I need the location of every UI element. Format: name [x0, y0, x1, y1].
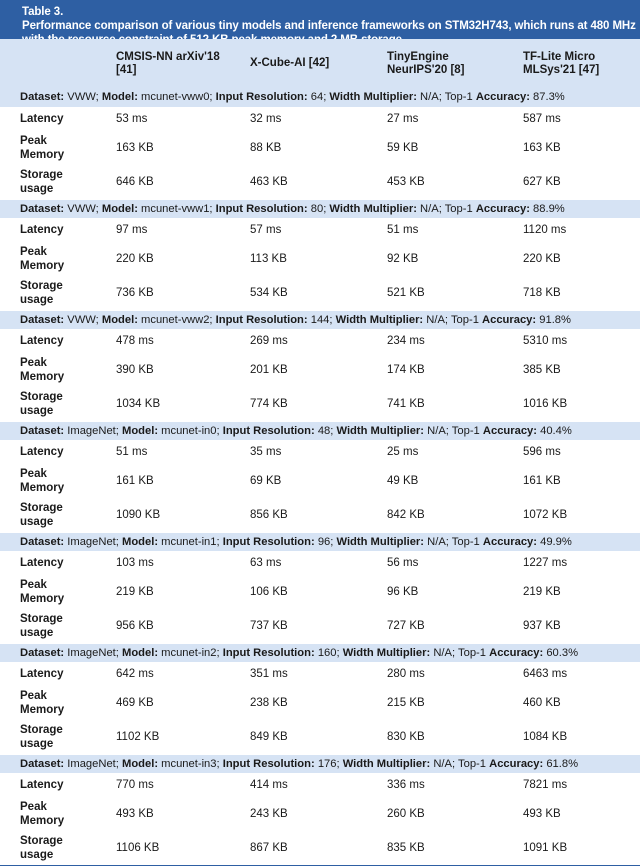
peak-memory-cell: 163 KB — [523, 130, 640, 165]
peak-memory-cell: 106 KB — [250, 574, 387, 609]
storage-row — [0, 498, 640, 532]
group-description: Dataset: VWW; Model: mcunet-vww2; Input Resolution: 144; Width Multiplier: N/A; Top-1 Accuracy: 91.8% — [0, 310, 640, 329]
row-label-peak-memory: Peak Memory — [0, 352, 116, 387]
row-label-latency: Latency — [0, 329, 116, 352]
storage-cell: 937 KB — [523, 609, 640, 643]
storage-cell: 1102 KB — [116, 720, 250, 754]
group-description: Dataset: ImageNet; Model: mcunet-in2; Input Resolution: 160; Width Multiplier: N/A; Top-1 Accuracy: 60.3% — [0, 643, 640, 662]
peak-memory-row — [0, 130, 640, 165]
peak-memory-cell: 69 KB — [250, 463, 387, 498]
storage-row — [0, 720, 640, 754]
peak-memory-cell: 49 KB — [387, 463, 523, 498]
peak-memory-row — [0, 685, 640, 720]
latency-cell: 57 ms — [250, 218, 387, 241]
group-description: Dataset: ImageNet; Model: mcunet-in1; Input Resolution: 96; Width Multiplier: N/A; Top-1 Accuracy: 49.9% — [0, 532, 640, 551]
header-cmsis-nn: CMSIS-NN arXiv'18 [41] — [116, 50, 220, 76]
table-label: Table 3. — [22, 6, 64, 18]
latency-cell: 63 ms — [250, 551, 387, 574]
header-tinyengine: TinyEngine NeurIPS'20 [8] — [387, 50, 465, 76]
peak-memory-cell: 163 KB — [116, 130, 250, 165]
row-label-storage: Storage usage — [0, 609, 116, 643]
latency-cell: 6463 ms — [523, 662, 640, 685]
row-label-storage: Storage usage — [0, 720, 116, 754]
peak-memory-cell: 219 KB — [523, 574, 640, 609]
storage-cell: 741 KB — [387, 387, 523, 421]
row-label-peak-memory: Peak Memory — [0, 241, 116, 276]
results-table — [0, 39, 640, 865]
row-label-storage: Storage usage — [0, 276, 116, 310]
peak-memory-cell: 243 KB — [250, 796, 387, 831]
storage-cell: 534 KB — [250, 276, 387, 310]
peak-memory-cell: 174 KB — [387, 352, 523, 387]
latency-cell: 280 ms — [387, 662, 523, 685]
latency-row — [0, 440, 640, 463]
group-header-row — [0, 754, 640, 773]
latency-cell: 770 ms — [116, 773, 250, 796]
header-row — [0, 39, 640, 88]
latency-cell: 51 ms — [116, 440, 250, 463]
peak-memory-cell: 96 KB — [387, 574, 523, 609]
storage-cell: 737 KB — [250, 609, 387, 643]
header-tf-lite-micro: TF-Lite Micro MLSys'21 [47] — [523, 50, 600, 76]
latency-row — [0, 329, 640, 352]
storage-row — [0, 165, 640, 199]
latency-cell: 32 ms — [250, 107, 387, 130]
peak-memory-row — [0, 463, 640, 498]
group-header-row — [0, 88, 640, 107]
storage-cell: 830 KB — [387, 720, 523, 754]
row-label-peak-memory: Peak Memory — [0, 574, 116, 609]
storage-cell: 1016 KB — [523, 387, 640, 421]
peak-memory-cell: 260 KB — [387, 796, 523, 831]
row-label-storage: Storage usage — [0, 387, 116, 421]
row-label-latency: Latency — [0, 440, 116, 463]
latency-cell: 336 ms — [387, 773, 523, 796]
row-label-latency: Latency — [0, 773, 116, 796]
storage-cell: 956 KB — [116, 609, 250, 643]
latency-cell: 27 ms — [387, 107, 523, 130]
peak-memory-cell: 390 KB — [116, 352, 250, 387]
group-description: Dataset: VWW; Model: mcunet-vww1; Input Resolution: 80; Width Multiplier: N/A; Top-1 Accuracy: 88.9% — [0, 199, 640, 218]
storage-cell: 521 KB — [387, 276, 523, 310]
peak-memory-cell: 493 KB — [523, 796, 640, 831]
storage-row — [0, 387, 640, 421]
row-label-storage: Storage usage — [0, 831, 116, 865]
latency-cell: 7821 ms — [523, 773, 640, 796]
peak-memory-row — [0, 352, 640, 387]
group-header-row — [0, 421, 640, 440]
latency-cell: 97 ms — [116, 218, 250, 241]
row-label-latency: Latency — [0, 218, 116, 241]
group-header-row — [0, 643, 640, 662]
group-description: Dataset: ImageNet; Model: mcunet-in3; Input Resolution: 176; Width Multiplier: N/A; Top-1 Accuracy: 61.8% — [0, 754, 640, 773]
peak-memory-cell: 493 KB — [116, 796, 250, 831]
header-empty — [0, 39, 116, 88]
storage-row — [0, 609, 640, 643]
latency-cell: 1120 ms — [523, 218, 640, 241]
latency-cell: 414 ms — [250, 773, 387, 796]
caption-line-2: with the resource constraint of 512 KB peak memory and 2 MB storage. — [22, 34, 406, 46]
storage-cell: 856 KB — [250, 498, 387, 532]
latency-cell: 5310 ms — [523, 329, 640, 352]
group-description: Dataset: ImageNet; Model: mcunet-in0; Input Resolution: 48; Width Multiplier: N/A; Top-1 Accuracy: 40.4% — [0, 421, 640, 440]
peak-memory-cell: 161 KB — [523, 463, 640, 498]
latency-cell: 234 ms — [387, 329, 523, 352]
storage-cell: 627 KB — [523, 165, 640, 199]
group-description: Dataset: VWW; Model: mcunet-vww0; Input Resolution: 64; Width Multiplier: N/A; Top-1 Accuracy: 87.3% — [20, 91, 565, 104]
peak-memory-cell: 460 KB — [523, 685, 640, 720]
storage-cell: 727 KB — [387, 609, 523, 643]
results-table-wrap — [0, 39, 640, 866]
storage-cell: 1091 KB — [523, 831, 640, 865]
caption-line-1: Performance comparison of various tiny models and inference frameworks on STM32H743, which runs at 480 MHz — [22, 20, 636, 32]
peak-memory-row — [0, 574, 640, 609]
peak-memory-cell: 238 KB — [250, 685, 387, 720]
storage-cell: 1034 KB — [116, 387, 250, 421]
peak-memory-row — [0, 796, 640, 831]
peak-memory-cell: 88 KB — [250, 130, 387, 165]
row-label-peak-memory: Peak Memory — [0, 796, 116, 831]
peak-memory-cell: 201 KB — [250, 352, 387, 387]
storage-cell: 867 KB — [250, 831, 387, 865]
latency-cell: 25 ms — [387, 440, 523, 463]
peak-memory-cell: 59 KB — [387, 130, 523, 165]
storage-cell: 453 KB — [387, 165, 523, 199]
peak-memory-cell: 161 KB — [116, 463, 250, 498]
storage-row — [0, 276, 640, 310]
latency-cell: 351 ms — [250, 662, 387, 685]
latency-row — [0, 551, 640, 574]
latency-cell: 53 ms — [116, 107, 250, 130]
storage-cell: 463 KB — [250, 165, 387, 199]
group-header-row — [0, 310, 640, 329]
peak-memory-cell: 219 KB — [116, 574, 250, 609]
peak-memory-cell: 220 KB — [116, 241, 250, 276]
latency-cell: 478 ms — [116, 329, 250, 352]
row-label-latency: Latency — [0, 662, 116, 685]
peak-memory-cell: 220 KB — [523, 241, 640, 276]
storage-cell: 1084 KB — [523, 720, 640, 754]
row-label-latency: Latency — [0, 551, 116, 574]
storage-cell: 849 KB — [250, 720, 387, 754]
storage-cell: 718 KB — [523, 276, 640, 310]
latency-row — [0, 107, 640, 130]
storage-cell: 646 KB — [116, 165, 250, 199]
peak-memory-cell: 469 KB — [116, 685, 250, 720]
row-label-peak-memory: Peak Memory — [0, 685, 116, 720]
group-header-row — [0, 199, 640, 218]
storage-cell: 842 KB — [387, 498, 523, 532]
storage-cell: 1090 KB — [116, 498, 250, 532]
storage-cell: 835 KB — [387, 831, 523, 865]
storage-cell: 1106 KB — [116, 831, 250, 865]
row-label-storage: Storage usage — [0, 165, 116, 199]
storage-cell: 1072 KB — [523, 498, 640, 532]
latency-cell: 269 ms — [250, 329, 387, 352]
table-caption — [0, 0, 640, 46]
latency-row — [0, 218, 640, 241]
latency-cell: 51 ms — [387, 218, 523, 241]
latency-cell: 1227 ms — [523, 551, 640, 574]
peak-memory-cell: 113 KB — [250, 241, 387, 276]
row-label-latency: Latency — [0, 107, 116, 130]
peak-memory-cell: 215 KB — [387, 685, 523, 720]
storage-cell: 774 KB — [250, 387, 387, 421]
latency-cell: 596 ms — [523, 440, 640, 463]
latency-row — [0, 662, 640, 685]
peak-memory-cell: 92 KB — [387, 241, 523, 276]
row-label-storage: Storage usage — [0, 498, 116, 532]
header-x-cube-ai: X-Cube-AI [42] — [250, 57, 330, 69]
latency-cell: 56 ms — [387, 551, 523, 574]
latency-cell: 103 ms — [116, 551, 250, 574]
group-header-row — [0, 532, 640, 551]
peak-memory-row — [0, 241, 640, 276]
peak-memory-cell: 385 KB — [523, 352, 640, 387]
row-label-peak-memory: Peak Memory — [0, 130, 116, 165]
row-label-peak-memory: Peak Memory — [0, 463, 116, 498]
latency-cell: 35 ms — [250, 440, 387, 463]
latency-cell: 642 ms — [116, 662, 250, 685]
latency-row — [0, 773, 640, 796]
latency-cell: 587 ms — [523, 107, 640, 130]
storage-cell: 736 KB — [116, 276, 250, 310]
storage-row — [0, 831, 640, 865]
